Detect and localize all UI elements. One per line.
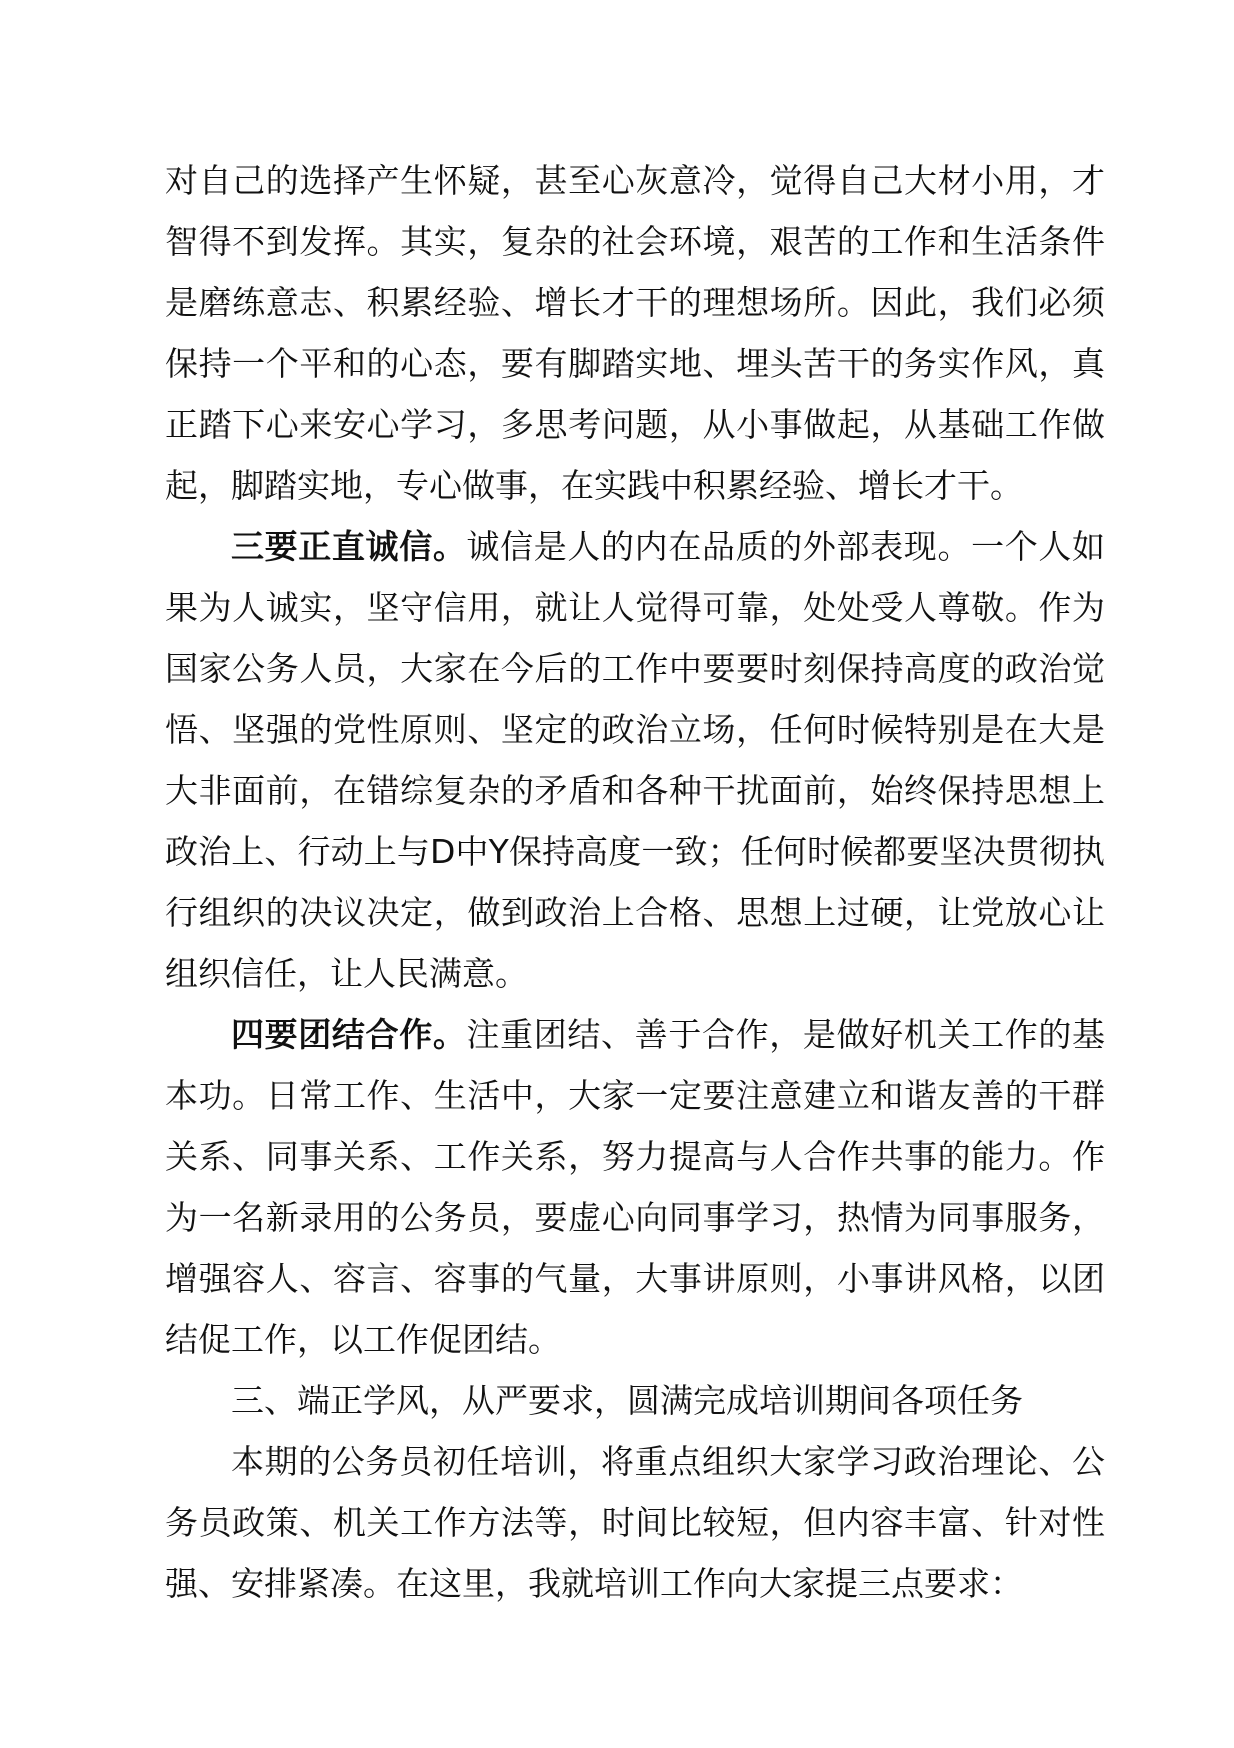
paragraph-text: 诚信是人的内在品质的外部表现。一个人如果为人诚实，坚守信用，就让人觉得可靠，处处受人尊敬。作为国家公务人员，大家在今后的工作中要要时刻保持高度的政治觉悟、坚强的党性原则、坚定的政治立场，任何时候特别是在大是大非面前，在错综复杂的矛盾和各种干扰面前，始终保持思想上政治上、行动上与D中Y保持高度一致；任何时候都要坚决贯彻执行组织的决议决定，做到政治上合格、思想上过硬，让党放心让组织信任，让人民满意。: [165, 527, 1106, 993]
paragraph-integrity: [165, 516, 1105, 1004]
paragraph-training: [165, 1431, 1105, 1614]
document-body: [165, 150, 1105, 1614]
paragraph-lead: 四要团结合作。: [231, 1015, 467, 1054]
section-heading: [165, 1370, 1105, 1431]
paragraph-text: 本期的公务员初任培训，将重点组织大家学习政治理论、公务员政策、机关工作方法等，时间比较短，但内容丰富、针对性强、安排紧凑。在这里，我就培训工作向大家提三点要求：: [165, 1442, 1105, 1603]
section-heading-text: 三、端正学风，从严要求，圆满完成培训期间各项任务: [231, 1381, 1023, 1420]
paragraph-text: 注重团结、善于合作，是做好机关工作的基本功。日常工作、生活中，大家一定要注意建立和谐友善的干群关系、同事关系、工作关系，努力提高与人合作共事的能力。作为一名新录用的公务员，要虚心向同事学习，热情为同事服务，增强容人、容言、容事的气量，大事讲原则，小事讲风格，以团结促工作，以工作促团结。: [165, 1015, 1106, 1359]
paragraph-teamwork: [165, 1004, 1105, 1370]
paragraph-lead: 三要正直诚信。: [231, 527, 467, 566]
paragraph-continuation: [165, 150, 1105, 516]
paragraph-text: 对自己的选择产生怀疑，甚至心灰意冷，觉得自己大材小用，才智得不到发挥。其实，复杂的社会环境，艰苦的工作和生活条件是磨练意志、积累经验、增长才干的理想场所。因此，我们必须保持一个平和的心态，要有脚踏实地、埋头苦干的务实作风，真正踏下心来安心学习，多思考问题，从小事做起，从基础工作做起，脚踏实地，专心做事，在实践中积累经验、增长才干。: [165, 161, 1105, 505]
